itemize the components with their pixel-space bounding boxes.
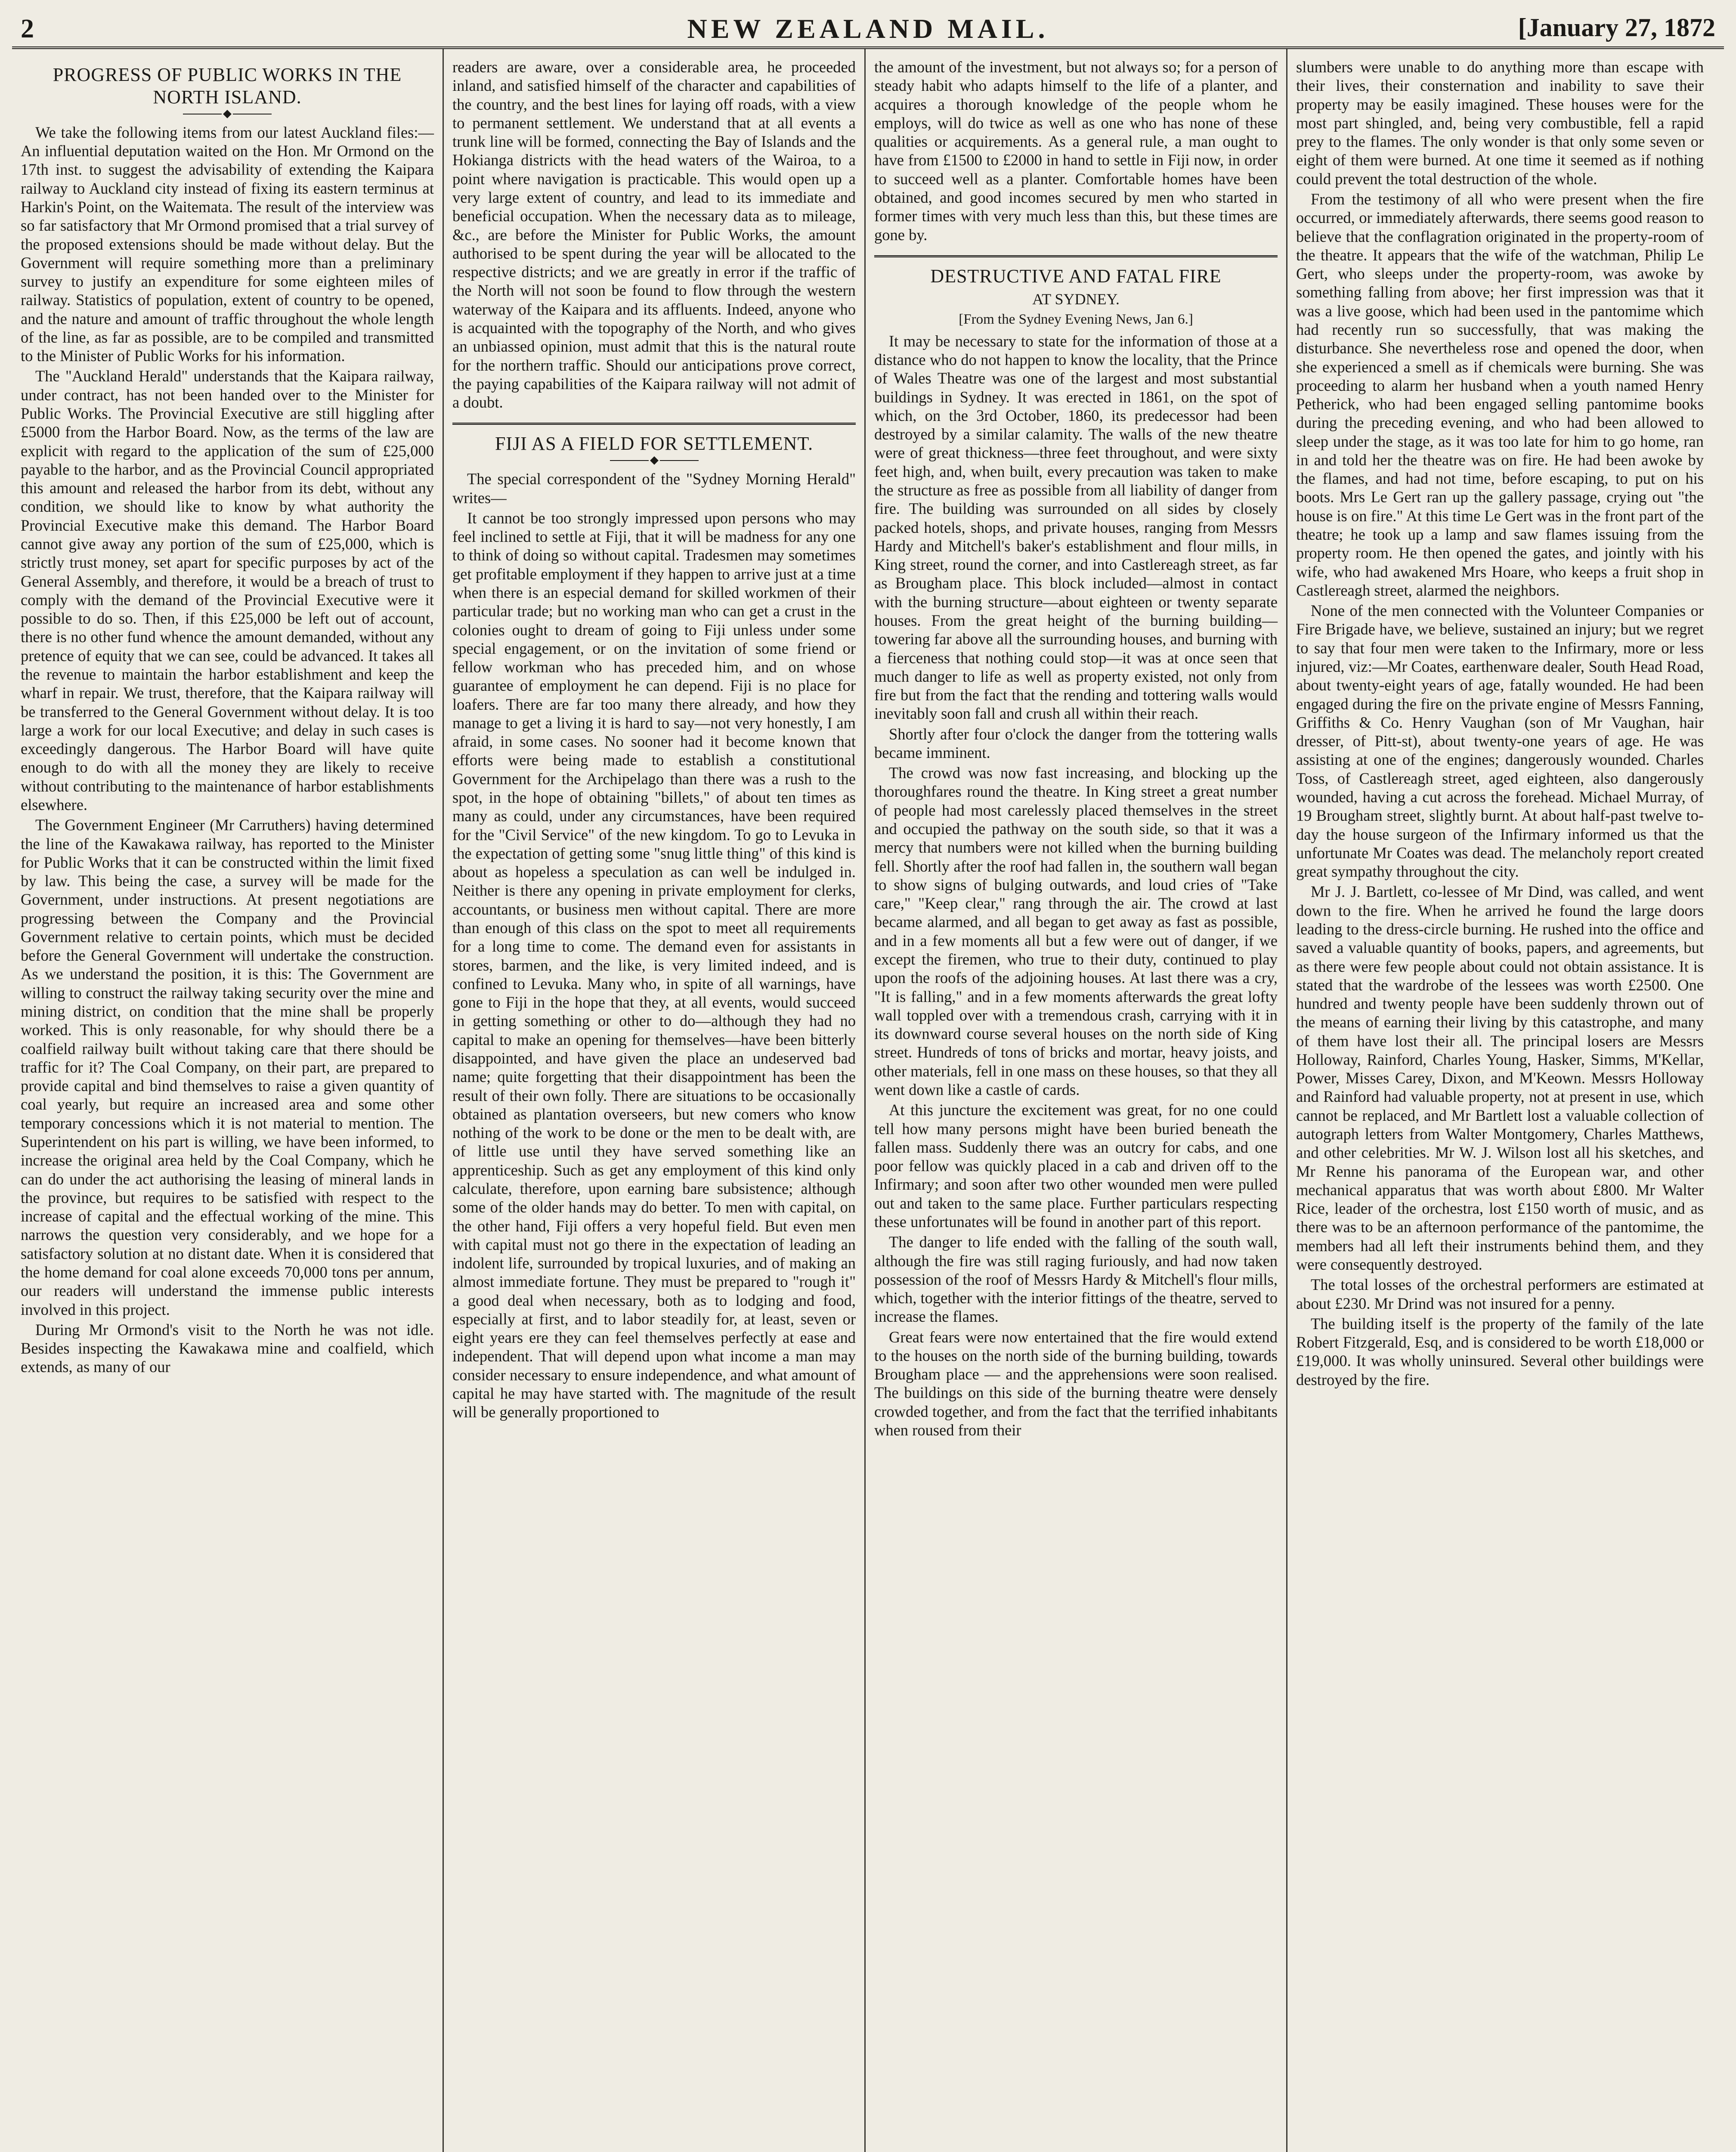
article-paragraph: The total losses of the orchestral performers are estimated at about £230. Mr Drind was not insured for a penny.: [1296, 1276, 1704, 1312]
article-paragraph: We take the following items from our latest Auckland files:—An influential deputation waited on the Hon. Mr Ormond on the 17th inst. to suggest the advisability of extending the Kaipara railway to Auckland city instead of fixing its eastern terminus at Harkin's Point, on the Waitemata. The result of the interview was so far satisfactory that Mr Ormond promised that a trial survey of the proposed extensions should be made without delay. But the Government will require something more than a preliminary survey to justify an expenditure for some eighteen miles of railway. Statistics of population, extent of country to be opened, and the nature and amount of traffic throughout the whole length of the line, as far as possible, are to be compiled and transmitted to the Minister of Public Works for his information.: [21, 123, 434, 365]
section-divider: [452, 423, 856, 425]
article-paragraph: The danger to life ended with the falling of the south wall, although the fire was still raging furiously, and had now taken possession of the roof of Messrs Hardy & Mitchell's flour mills, which, together with the interior fittings of the theatre, served to increase the flames.: [874, 1233, 1278, 1326]
article-paragraph: The crowd was now fast increasing, and blocking up the thoroughfares round the theatre. In King street a great number of people had most carelessly placed themselves in the street and occupied the pathway on the south side, so that it was a mercy that numbers were not killed when the burning building fell. Shortly after the roof had fallen in, the southern wall began to show signs of bulging outwards, and loud cries of "Take care," "Keep clear," rang through the air. The crowd at last became alarmed, and all began to get away as fast as possible, and in a few moments all but a few were out of danger, if we except the firemen, who true to their duty, continued to play upon the roofs of the adjoining houses. At last there was a cry, "It is falling," and in a few moments afterwards the great lofty wall toppled over with a tremendous crash, carrying with it in its downward course several houses on the north side of King street. Hundreds of tons of bricks and mortar, heavy joists, and other materials, fell in one mass on these houses, so that they all went down like a castle of cards.: [874, 764, 1278, 1098]
article-paragraph: It may be necessary to state for the information of those at a distance who do not happen to know the locality, that the Prince of Wales Theatre was one of the largest and most substantial buildings in Sydney. It was erected in 1861, on the spot of which, on the 3rd October, 1860, its predecessor had been destroyed by a similar calamity. The walls of the new theatre were of great thickness—three feet throughout, and were sixty feet high, and, when built, every precaution was taken to make the structure as free as possible from all liability of danger from fire. The building was surrounded on all sides by closely packed hotels, shops, and private houses, ranging from Messrs Hardy and Mitchell's baker's establishment and flour mills, in King street, round the corner, and into Castlereagh street, as far as Brougham place. This block included—almost in contact with the burning structure—about eighteen or twenty separate houses. From the great height of the burning building—towering far above all the surrounding houses, and burning with a fierceness that nothing could stop—it was at once seen that much danger to life as well as property existed, not only from fire but from the fact that the rending and tottering walls would inevitably soon fall and crush all within their reach.: [874, 332, 1278, 723]
article-paragraph: readers are aware, over a considerable area, he proceeded inland, and satisfied himself of the character and capabilities of the country, and the best lines for laying off roads, with a view to permanent settlement. We understand that at all events a trunk line will be formed, connecting the Bay of Islands and the Hokianga districts with the head waters of the Wairoa, to a point where navigation is practicable. This would open up a very large extent of country, and lead to its immediate and beneficial occupation. When the necessary data as to mileage, &c., are before the Minister for Public Works, the amount authorised to be spent during the year will be allocated to the respective districts; and we are greatly in error if the traffic of the North will not soon be found to flow through the western waterway of the Kaipara and its affluents. Indeed, anyone who is acquainted with the topography of the North, and who gives an unbiassed opinion, must admit that this is the natural route for the northern traffic. Should our anticipations prove correct, the paying capabilities of the Kaipara railway will not admit of a doubt.: [452, 58, 856, 411]
article-paragraph: It cannot be too strongly impressed upon persons who may feel inclined to settle at Fiji, that it will be madness for any one to think of doing so without capital. Tradesmen may sometimes get profitable employment if they happen to arrive just at a time when there is an especial demand for skilled workmen of their particular trade; but no working man who can get a crust in the colonies ought to dream of going to Fiji unless under some special engagement, or on the invitation of some friend or fellow workman who has preceded him, and on whose guarantee of employment he can depend. Fiji is no place for loafers. There are far too many there already, and how they manage to get a living it is hard to say—not very honestly, I am afraid, in some cases. No sooner had it become known that efforts were being made to establish a constitutional Government for the Archipelago than there was a rush to the spot, in the hope of obtaining "billets," of about ten times as many as could, under any circumstances, have been required for the "Civil Service" of the new kingdom. To go to Levuka in the expectation of getting some "snug little thing" of this kind is about as hopeless a speculation as can well be indulged in. Neither is there any opening in private employment for clerks, accountants, or business men without capital. There are more than enough of this class on the spot to meet all requirements for a long time to come. The demand even for assistants in stores, barmen, and the like, is very limited indeed, and is confined to Levuka. Many who, in spite of all warnings, have gone to Fiji in the hope that they, at all events, would succeed in getting something or other to do—although they had no capital to make an opening for themselves—have been bitterly disappointed, and have given the place an undeserved bad name; quite forgetting that their disappointment has been the result of their own folly. There are situations to be occasionally obtained as plantation overseers, but new comers who know nothing of the work to be done or the men to be dealt with, are of little use until they have served something like an apprenticeship. Such as get any employment of this kind only calculate, therefore, upon earning bare subsistence; although some of the older hands may do better. To men with capital, on the other hand, Fiji offers a very hopeful field. But even men with capital must not go there in the expectation of leading an indolent life, surrounded by tropical luxuries, and of making an almost immediate fortune. They must be prepared to "rough it" a good deal when necessary, both as to lodging and food, especially at first, and to labor steadily for, at least, seven or eight years ere they can feel themselves perfectly at ease and independent. That will depend upon what income a man may consider necessary to ensure independence, and what amount of capital he may have started with. The magnitude of the result will be generally proportioned to: [452, 509, 856, 1421]
article-paragraph: slumbers were unable to do anything more than escape with their lives, their consternation and inability to save their property may be easily imagined. These houses were for the most part shingled, and, being very combustible, fell a rapid prey to the flames. The only wonder is that only some seven or eight of them were burned. At one time it seemed as if nothing could prevent the total destruction of the whole.: [1296, 58, 1704, 188]
source-credit: [From the Sydney Evening News, Jan 6.]: [959, 311, 1193, 327]
article-paragraph: Mr J. J. Bartlett, co-lessee of Mr Dind, was called, and went down to the fire. When he arrived he found the large doors leading to the dress-circle burning. He rushed into the office and saved a valuable quantity of books, papers, and agreements, but as there were few people about could not obtain assistance. It is stated that the wardrobe of the lessees was worth £2500. One hundred and twenty people have been suddenly thrown out of the means of earning their living by this catastrophe, and many of them have lost their all. The principal losers are Messrs Holloway, Rainford, Charles Young, Hasker, Simms, M'Kellar, Power, Misses Carey, Dixon, and M'Keown. Messrs Holloway and Rainford had valuable property, not at present in use, which cannot be replaced, and Mr Bartlett lost a valuable collection of autograph letters from Walter Montgomery, Charles Matthews, and other celebrities. Mr W. J. Wilson lost all his sketches, and Mr Renne his panorama of the European war, and other mechanical apparatus that was worth about £800. Mr Walter Rice, leader of the orchestra, lost £150 worth of music, and as there was to be an afternoon performance of the pantomime, the members had all left their instruments behind them, and they were consequently destroyed.: [1296, 883, 1704, 1273]
column-4: [1286, 49, 1712, 2152]
issue-date: [January 27, 1872: [1518, 13, 1715, 42]
headline-ornament: [21, 111, 434, 117]
subheadline-fire: AT SYDNEY.: [1032, 290, 1120, 308]
article-paragraph: The Government Engineer (Mr Carruthers) having determined the line of the Kawakawa railway, has reported to the Minister for Public Works that it can be constructed within the limit fixed by law. This being the case, a survey will be made for the Government, under instructions. At present negotiations are progressing between the Company and the Provincial Government relative to certain points, which must be decided before the General Government will undertake the construction. As we understand the position, it is this: The Government are willing to construct the railway taking security over the mine and mining district, on condition that the mine shall be properly worked. This is only reasonable, for why should there be a coalfield railway built without taking care that there should be traffic for it? The Coal Company, on their part, are prepared to provide capital and bind themselves to raise a given quantity of coal yearly, but require an increased area and some other temporary concessions which it is not material to mention. The Superintendent on his part is willing, we have been informed, to increase the original area held by the Coal Company, which he can do under the act authorising the leasing of mineral lands in the province, but requires to be satisfied with respect to the increase of capital and the effectual working of the mine. This narrows the question very considerably, and we hope for a satisfactory solution at no distant date. When it is considered that the home demand for coal alone exceeds 70,000 tons per annum, our readers will understand the immense public interests involved in this project.: [21, 816, 434, 1318]
article-paragraph: Great fears were now entertained that the fire would extend to the houses on the north side of the burning building, towards Brougham place — and the apprehensions were soon realised. The buildings on this side of the burning theatre were densely crowded together, and from the fact that the terrified inhabitants when roused from their: [874, 1328, 1278, 1439]
article-paragraph: The special correspondent of the "Sydney Morning Herald" writes—: [452, 470, 856, 507]
article-paragraph: None of the men connected with the Volunteer Companies or Fire Brigade have, we believe, sustained an injury; but we regret to say that four men were taken to the Infirmary, more or less injured, viz:—Mr Coates, earthenware dealer, South Head Road, about twenty-eight years of age, fatally wounded. He had been engaged during the fire on the private engine of Messrs Fanning, Griffiths & Co. Henry Vaughan (son of Mr Vaughan, hair dresser, of Pitt-st), about twenty-one years of age. He was assisting at one of the engines; dangerously wounded. Charles Toss, of Castlereagh street, aged eighteen, also dangerously wounded, having a cut across the forehead. Michael Murray, of 19 Brougham street, slightly burnt. At about half-past twelve to-day the house surgeon of the Infirmary informed us that the unfortunate Mr Coates was dead. The melancholy report created great sympathy throughout the city.: [1296, 602, 1704, 881]
section-divider: [874, 255, 1278, 257]
headline-public-works: PROGRESS OF PUBLIC WORKS IN THE NORTH ISLAND.: [53, 64, 402, 108]
newspaper-title: NEW ZEALAND MAIL.: [687, 13, 1049, 44]
article-paragraph: From the testimony of all who were present when the fire occurred, or immediately afterwards, there seems good reason to believe that the conflagration originated in the property-room of the theatre. It appears that the wife of the watchman, Philip Le Gert, who sleeps under the property-room, was awoke by something falling from above; her first impression was that it was a live goose, which had been used in the pantomime which had recently run so successfully, that was making the disturbance. She nevertheless rose and opened the door, when she experienced a smell as if chemicals were burning. She was proceeding to alarm her husband when a youth named Henry Petherick, who had been engaged selling pantomime books during the preceding evening, and who had been allowed to sleep under the stage, as it was too late for him to go home, ran in and told her the theatre was on fire. He had been awoke by the flames, and had not time, before escaping, to put on his boots. Mrs Le Gert ran up the gallery passage, crying out "the house is on fire." At this time Le Gert was in the front part of the theatre; he took up a lamp and saw flames issuing from the property room. He then opened the gates, and jointly with his wife, who had awakened Mrs Hoare, who keeps a fruit shop in Castlereagh street, alarmed the neighbors.: [1296, 190, 1704, 599]
masthead: [12, 8, 1724, 45]
headline-fire: DESTRUCTIVE AND FATAL FIRE: [930, 265, 1222, 287]
column-2: [443, 49, 864, 2152]
article-paragraph: the amount of the investment, but not always so; for a person of steady habit who adapts himself to the life of a planter, and acquires a thorough knowledge of the people whom he employs, will do twice as well as one who has none of these qualities or acquirements. As a general rule, a man ought to have from £1500 to £2000 in hand to settle in Fiji now, in order to succeed well as a planter. Comfortable homes have been obtained, and good incomes secured by men who started in former times with very much less than this, but these times are gone by.: [874, 58, 1278, 244]
article-paragraph: During Mr Ormond's visit to the North he was not idle. Besides inspecting the Kawakawa mine and coalfield, which extends, as many of our: [21, 1320, 434, 1376]
column-1: [12, 49, 443, 2152]
article-paragraph: The "Auckland Herald" understands that the Kaipara railway, under contract, has not been handed over to the Minister for Public Works. The Provincial Executive are still higgling after £5000 from the Harbor Board. Now, as the terms of the law are explicit with regard to the application of the sum of £25,000 payable to the harbor, and as the Provincial Council appropriated this amount and released the harbor from its debt, without any condition, we should like to know by what authority the Provincial Executive make this demand. The Harbor Board cannot give away any portion of the sum of £25,000, which is strictly trust money, set apart for specific purposes by act of the General Assembly, and therefore, it would be a breach of trust to comply with the demand of the Provincial Executive were it possible to do so. Then, if this £25,000 be left out of account, there is no other fund whence the amount demanded, without any pretence of equity that we can see, could be advanced. It takes all the revenue to maintain the harbor establishment and keep the wharf in repair. We trust, therefore, that the Kaipara railway will be transferred to the General Government without delay. It is too large a work for our local Executive; and delay in such cases is exceedingly dangerous. The Harbor Board will have quite enough to do with all the money they are likely to receive without contributing to the maintenance of harbor establishments elsewhere.: [21, 367, 434, 813]
column-3: [864, 49, 1286, 2152]
article-paragraph: The building itself is the property of the family of the late Robert Fitzgerald, Esq, and is considered to be worth £18,000 or £19,000. It was wholly uninsured. Several other buildings were destroyed by the fire.: [1296, 1314, 1704, 1388]
article-paragraph: At this juncture the excitement was great, for no one could tell how many persons might have been buried beneath the fallen mass. Suddenly there was an outcry for cabs, and one poor fellow was quickly placed in a cab and driven off to the Infirmary; and soon after two other wounded men were pulled out and taken to the same place. Further particulars respecting these unfortunates will be found in another part of this report.: [874, 1101, 1278, 1231]
headline-fiji: FIJI AS A FIELD FOR SETTLEMENT.: [495, 433, 814, 455]
columns: [12, 49, 1724, 2152]
headline-ornament: [452, 458, 856, 464]
page-number: 2: [21, 14, 34, 43]
article-paragraph: Shortly after four o'clock the danger from the tottering walls became imminent.: [874, 725, 1278, 761]
